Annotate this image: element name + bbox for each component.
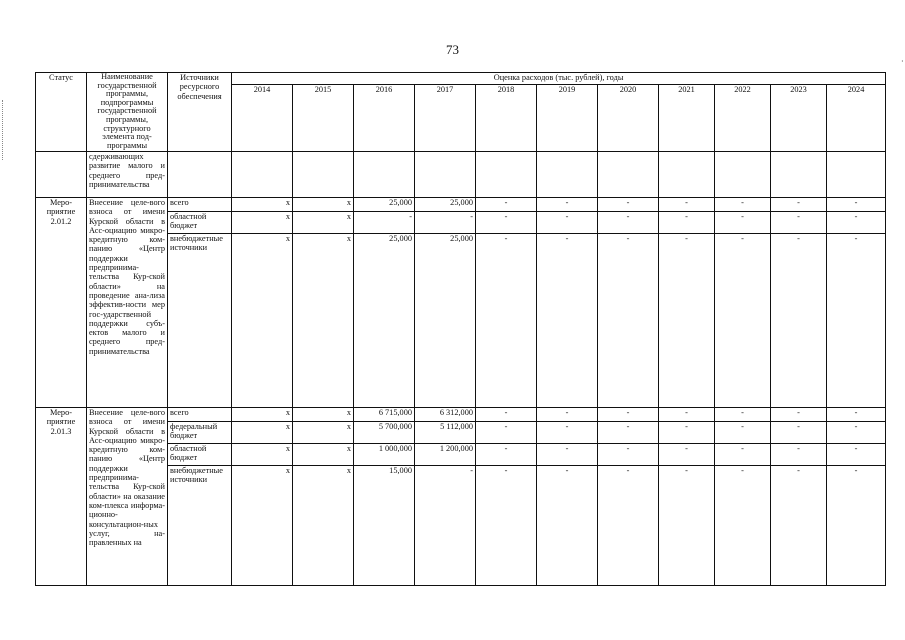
value-cell: - <box>715 198 771 212</box>
value-cell: 25,000 <box>354 234 415 408</box>
value-cell: - <box>827 422 886 444</box>
value-cell: - <box>771 198 827 212</box>
value-cell: - <box>827 198 886 212</box>
value-cell: x <box>293 444 354 466</box>
value-cell: x <box>232 422 293 444</box>
funding-source: всего <box>168 198 232 212</box>
value-cell: - <box>598 212 659 234</box>
value-cell: - <box>659 444 715 466</box>
value-cell: x <box>293 212 354 234</box>
header-year: 2018 <box>476 85 537 152</box>
value-cell: - <box>537 198 598 212</box>
header-estimate: Оценка расходов (тыс. рублей), годы <box>232 73 886 85</box>
header-year: 2016 <box>354 85 415 152</box>
header-year: 2017 <box>415 85 476 152</box>
header-year: 2021 <box>659 85 715 152</box>
header-year: 2019 <box>537 85 598 152</box>
value-cell: - <box>537 212 598 234</box>
value-cell: - <box>598 466 659 586</box>
value-cell: - <box>415 466 476 586</box>
funding-source: федеральный бюджет <box>168 422 232 444</box>
value-cell: - <box>476 466 537 586</box>
value-cell: 6 312,000 <box>415 408 476 422</box>
header-name: Наименование государственной программы, подпрограммы государственной программы, структурного элемента под-программы <box>87 73 168 152</box>
value-cell: - <box>715 422 771 444</box>
value-cell: - <box>476 198 537 212</box>
value-cell: - <box>659 234 715 408</box>
continuation-status <box>36 152 87 198</box>
table-row <box>36 198 886 212</box>
measure-name: Внесение целе-вого взноса от имени Курской области в Асс-оциацию микро-кредитную ком-панию «Центр поддержки предпринима-тельства Кур-ской области» на проведение ана-лиза эффектив-ности мер гос-ударственной поддержки субъ-ектов малого и среднего пред-принимательства <box>87 198 168 408</box>
value-cell: - <box>659 212 715 234</box>
value-cell: - <box>715 408 771 422</box>
value-cell: - <box>354 212 415 234</box>
value-cell: x <box>232 466 293 586</box>
value-cell: 5 700,000 <box>354 422 415 444</box>
value-cell: x <box>293 234 354 408</box>
margin-mark: · <box>901 57 904 66</box>
value-cell: - <box>476 234 537 408</box>
value-cell: - <box>659 466 715 586</box>
value-cell: - <box>715 212 771 234</box>
value-cell: x <box>293 408 354 422</box>
page-number: 73 <box>446 42 459 57</box>
value-cell: 1 200,000 <box>415 444 476 466</box>
value-cell: - <box>476 444 537 466</box>
measure-name: Внесение целе-вого взноса от имени Курской области в Асс-оциацию микро-кредитную ком-панию «Центр поддержки предпринима-тельства Кур-ской области» на оказание ком-плекса информа-ционно-консультацион-ных услуг, на-правленных на <box>87 408 168 586</box>
value-cell: x <box>232 444 293 466</box>
value-cell: - <box>659 408 715 422</box>
value-cell: x <box>232 212 293 234</box>
funding-source: всего <box>168 408 232 422</box>
value-cell: x <box>293 198 354 212</box>
table-row <box>36 408 886 422</box>
scan-edge <box>2 100 4 160</box>
header-year: 2014 <box>232 85 293 152</box>
funding-source: внебюджетные источники <box>168 234 232 408</box>
value-cell: - <box>715 234 771 408</box>
value-cell: 5 112,000 <box>415 422 476 444</box>
value-cell: - <box>771 234 827 408</box>
value-cell: x <box>293 422 354 444</box>
value-cell: - <box>476 422 537 444</box>
value-cell: - <box>537 444 598 466</box>
funding-source: внебюджетные источники <box>168 466 232 586</box>
measure-status: Меро-приятие 2.01.2 <box>36 198 87 408</box>
continuation-row <box>36 152 886 198</box>
value-cell: - <box>659 198 715 212</box>
value-cell: - <box>598 408 659 422</box>
value-cell: - <box>771 212 827 234</box>
value-cell: 25,000 <box>415 198 476 212</box>
value-cell: - <box>827 408 886 422</box>
value-cell: - <box>827 234 886 408</box>
value-cell: 15,000 <box>354 466 415 586</box>
value-cell: - <box>827 466 886 586</box>
value-cell: 6 715,000 <box>354 408 415 422</box>
funding-source: областной бюджет <box>168 212 232 234</box>
value-cell: - <box>659 422 715 444</box>
value-cell: - <box>537 422 598 444</box>
value-cell: - <box>537 234 598 408</box>
budget-table <box>35 72 886 586</box>
value-cell: - <box>771 408 827 422</box>
funding-source: областной бюджет <box>168 444 232 466</box>
value-cell: - <box>537 466 598 586</box>
value-cell: - <box>771 466 827 586</box>
value-cell: - <box>598 444 659 466</box>
continuation-name: сдерживающих развитие малого и среднего пред-принимательства <box>87 152 168 198</box>
value-cell: - <box>771 422 827 444</box>
value-cell: x <box>232 234 293 408</box>
value-cell: - <box>415 212 476 234</box>
value-cell: 1 000,000 <box>354 444 415 466</box>
value-cell: - <box>827 212 886 234</box>
value-cell: 25,000 <box>415 234 476 408</box>
value-cell: - <box>598 234 659 408</box>
value-cell: - <box>598 422 659 444</box>
table-header <box>36 73 886 152</box>
value-cell: - <box>476 212 537 234</box>
value-cell: - <box>476 408 537 422</box>
value-cell: x <box>293 466 354 586</box>
value-cell: x <box>232 198 293 212</box>
value-cell: - <box>715 466 771 586</box>
value-cell: - <box>827 444 886 466</box>
continuation-source <box>168 152 232 198</box>
value-cell: - <box>715 444 771 466</box>
table-body <box>36 152 886 586</box>
header-year: 2024 <box>827 85 886 152</box>
value-cell: 25,000 <box>354 198 415 212</box>
header-year: 2020 <box>598 85 659 152</box>
measure-status: Меро-приятие 2.01.3 <box>36 408 87 586</box>
header-sources: Источники ресурсного обеспечения <box>168 73 232 152</box>
header-year: 2015 <box>293 85 354 152</box>
value-cell: - <box>771 444 827 466</box>
value-cell: - <box>598 198 659 212</box>
header-year: 2023 <box>771 85 827 152</box>
value-cell: x <box>232 408 293 422</box>
header-year: 2022 <box>715 85 771 152</box>
value-cell: - <box>537 408 598 422</box>
header-status: Статус <box>36 73 87 152</box>
